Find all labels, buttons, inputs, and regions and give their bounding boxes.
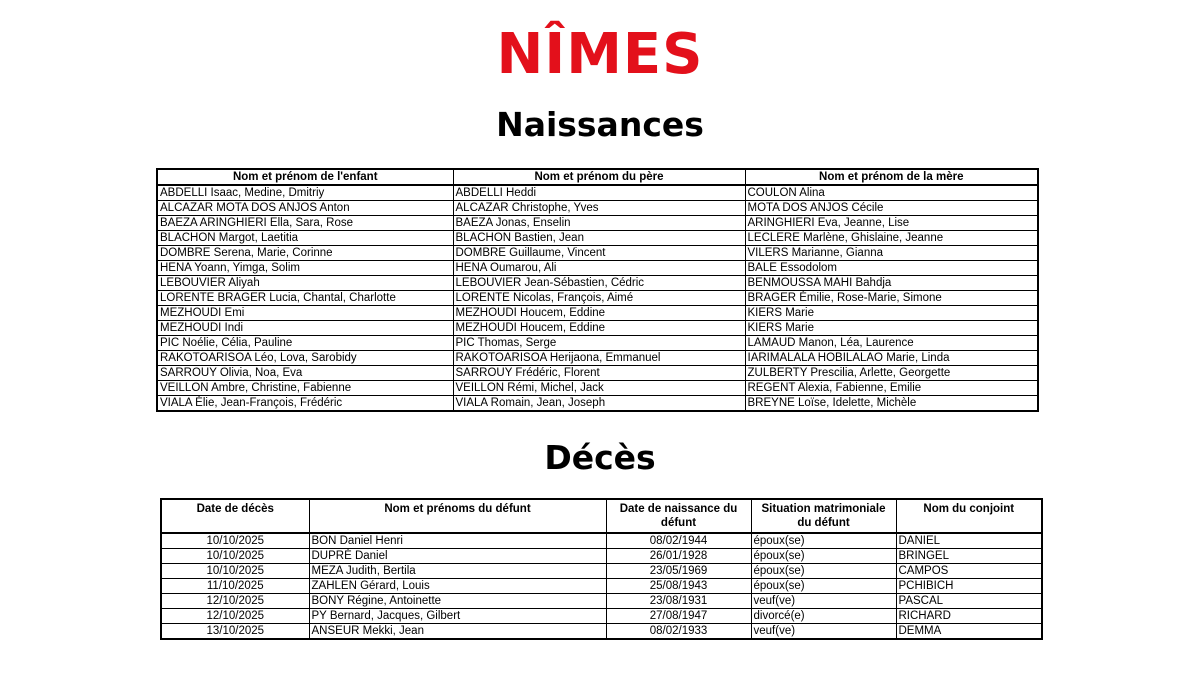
table-cell: BRAGER Émilie, Rose-Marie, Simone	[745, 291, 1038, 306]
table-cell: PY Bernard, Jacques, Gilbert	[309, 609, 606, 624]
table-cell: 08/02/1944	[606, 533, 751, 549]
table-cell: DOMBRE Guillaume, Vincent	[453, 246, 745, 261]
table-cell: RAKOTOARISOA Léo, Lova, Sarobidy	[157, 351, 453, 366]
table-row	[161, 609, 1042, 624]
table-cell: BAEZA ARINGHIERI Ella, Sara, Rose	[157, 216, 453, 231]
table-cell: ALCAZAR Christophe, Yves	[453, 201, 745, 216]
table-row	[157, 246, 1038, 261]
table-cell: ABDELLI Heddi	[453, 185, 745, 201]
table-row	[157, 185, 1038, 201]
table-cell: veuf(ve)	[751, 624, 896, 640]
table-cell: MEZHOUDI Indi	[157, 321, 453, 336]
table-cell: REGENT Alexia, Fabienne, Emilie	[745, 381, 1038, 396]
table-cell: MOTA DOS ANJOS Cécile	[745, 201, 1038, 216]
table-cell: 10/10/2025	[161, 564, 309, 579]
column-header: Situation matrimoniale du défunt	[751, 499, 896, 533]
table-row	[157, 216, 1038, 231]
table-row	[157, 336, 1038, 351]
table-cell: MEZA Judith, Bertila	[309, 564, 606, 579]
table-cell: DEMMA	[896, 624, 1042, 640]
table-row	[157, 321, 1038, 336]
table-cell: KIERS Marie	[745, 321, 1038, 336]
table-cell: ALCAZAR MOTA DOS ANJOS Anton	[157, 201, 453, 216]
table-cell: SARROUY Frédéric, Florent	[453, 366, 745, 381]
table-cell: VIALA Romain, Jean, Joseph	[453, 396, 745, 412]
table-row	[161, 564, 1042, 579]
column-header: Nom et prénom de la mère	[745, 169, 1038, 185]
table-row	[161, 533, 1042, 549]
table-cell: MEZHOUDI Emi	[157, 306, 453, 321]
table-cell: époux(se)	[751, 579, 896, 594]
column-header: Date de naissance du défunt	[606, 499, 751, 533]
table-cell: ARINGHIERI Eva, Jeanne, Lise	[745, 216, 1038, 231]
table-cell: PIC Thomas, Serge	[453, 336, 745, 351]
table-cell: BENMOUSSA MAHI Bahdja	[745, 276, 1038, 291]
table-cell: SARROUY Olivia, Noa, Eva	[157, 366, 453, 381]
column-header: Nom et prénom du père	[453, 169, 745, 185]
table-cell: HENA Oumarou, Ali	[453, 261, 745, 276]
table-cell: LORENTE BRAGER Lucia, Chantal, Charlotte	[157, 291, 453, 306]
table-cell: 10/10/2025	[161, 533, 309, 549]
table-cell: MEZHOUDI Houcem, Eddine	[453, 306, 745, 321]
column-header: Nom et prénoms du défunt	[309, 499, 606, 533]
table-cell: MEZHOUDI Houcem, Eddine	[453, 321, 745, 336]
table-cell: ANSEUR Mekki, Jean	[309, 624, 606, 640]
deces-table	[160, 498, 1043, 640]
table-cell: 11/10/2025	[161, 579, 309, 594]
table-cell: RICHARD	[896, 609, 1042, 624]
table-cell: PIC Noélie, Célia, Pauline	[157, 336, 453, 351]
table-cell: LAMAUD Manon, Léa, Laurence	[745, 336, 1038, 351]
table-cell: PASCAL	[896, 594, 1042, 609]
table-cell: LORENTE Nicolas, François, Aimé	[453, 291, 745, 306]
deces-table-body	[161, 533, 1042, 639]
table-cell: 23/08/1931	[606, 594, 751, 609]
table-cell: BONY Régine, Antoinette	[309, 594, 606, 609]
table-cell: DANIEL	[896, 533, 1042, 549]
table-cell: veuf(ve)	[751, 594, 896, 609]
table-row	[157, 231, 1038, 246]
table-cell: ZULBERTY Prescilia, Arlette, Georgette	[745, 366, 1038, 381]
table-cell: LEBOUVIER Jean-Sébastien, Cédric	[453, 276, 745, 291]
column-header: Nom du conjoint	[896, 499, 1042, 533]
table-row	[157, 261, 1038, 276]
table-row	[157, 396, 1038, 412]
table-cell: BREYNE Loïse, Idelette, Michèle	[745, 396, 1038, 412]
table-cell: VEILLON Ambre, Christine, Fabienne	[157, 381, 453, 396]
table-row	[157, 366, 1038, 381]
table-cell: 13/10/2025	[161, 624, 309, 640]
table-cell: RAKOTOARISOA Herijaona, Emmanuel	[453, 351, 745, 366]
table-cell: HENA Yoann, Yimga, Solim	[157, 261, 453, 276]
table-cell: 23/05/1969	[606, 564, 751, 579]
naissances-title: Naissances	[496, 105, 704, 144]
table-cell: LEBOUVIER Aliyah	[157, 276, 453, 291]
table-row	[157, 306, 1038, 321]
table-cell: COULON Alina	[745, 185, 1038, 201]
table-cell: VEILLON Rémi, Michel, Jack	[453, 381, 745, 396]
table-cell: BLACHON Bastien, Jean	[453, 231, 745, 246]
table-cell: époux(se)	[751, 549, 896, 564]
column-header: Nom et prénom de l'enfant	[157, 169, 453, 185]
table-cell: époux(se)	[751, 533, 896, 549]
table-cell: ZAHLEN Gérard, Louis	[309, 579, 606, 594]
table-cell: DUPRÉ Daniel	[309, 549, 606, 564]
table-cell: 12/10/2025	[161, 594, 309, 609]
table-cell: VIALA Élie, Jean-François, Frédéric	[157, 396, 453, 412]
table-row	[157, 351, 1038, 366]
table-cell: 26/01/1928	[606, 549, 751, 564]
table-row	[161, 579, 1042, 594]
table-cell: 10/10/2025	[161, 549, 309, 564]
deces-title: Décès	[544, 438, 656, 477]
table-cell: BALE Essodolom	[745, 261, 1038, 276]
table-cell: 08/02/1933	[606, 624, 751, 640]
table-cell: VILERS Marianne, Gianna	[745, 246, 1038, 261]
table-cell: BON Daniel Henri	[309, 533, 606, 549]
table-cell: PCHIBICH	[896, 579, 1042, 594]
table-cell: KIERS Marie	[745, 306, 1038, 321]
table-cell: époux(se)	[751, 564, 896, 579]
table-cell: 12/10/2025	[161, 609, 309, 624]
table-cell: 25/08/1943	[606, 579, 751, 594]
table-cell: DOMBRE Serena, Marie, Corinne	[157, 246, 453, 261]
table-cell: IARIMALALA HOBILALAO Marie, Linda	[745, 351, 1038, 366]
table-cell: BRINGEL	[896, 549, 1042, 564]
table-row	[161, 549, 1042, 564]
table-row	[161, 594, 1042, 609]
table-row	[157, 201, 1038, 216]
naissances-table-body	[157, 185, 1038, 411]
table-row	[157, 381, 1038, 396]
column-header: Date de décès	[161, 499, 309, 533]
table-cell: ABDELLI Isaac, Medine, Dmitriy	[157, 185, 453, 201]
table-cell: BAEZA Jonas, Enselin	[453, 216, 745, 231]
table-cell: divorcé(e)	[751, 609, 896, 624]
table-cell: BLACHON Margot, Laetitia	[157, 231, 453, 246]
naissances-table	[156, 168, 1039, 412]
table-header-row	[157, 169, 1038, 185]
table-row	[161, 624, 1042, 640]
table-cell: 27/08/1947	[606, 609, 751, 624]
table-cell: LECLERE Marlène, Ghislaine, Jeanne	[745, 231, 1038, 246]
nimes-logo: NÎMES	[496, 22, 704, 87]
table-row	[157, 291, 1038, 306]
table-row	[157, 276, 1038, 291]
table-cell: CAMPOS	[896, 564, 1042, 579]
table-header-row	[161, 499, 1042, 533]
